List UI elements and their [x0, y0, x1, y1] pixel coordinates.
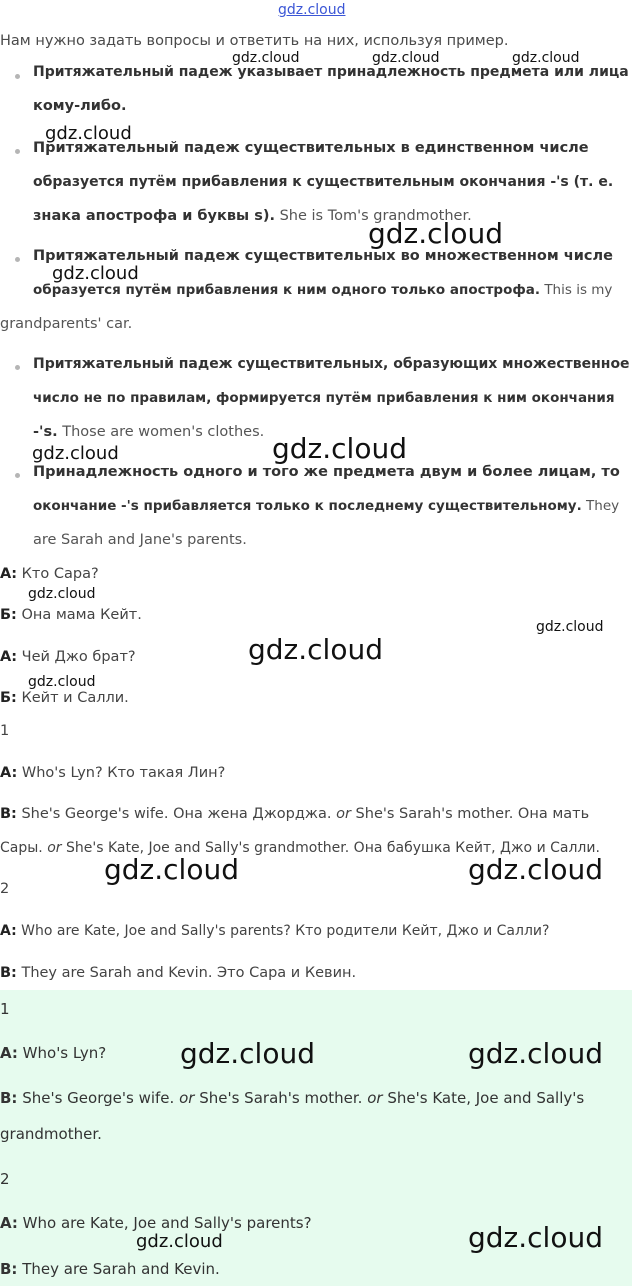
rule-line	[33, 498, 619, 514]
rule-text: -'s.	[33, 424, 58, 440]
dialog-text: Сары.	[0, 840, 43, 856]
bullet-icon	[15, 473, 20, 478]
watermark: gdz.cloud	[372, 50, 440, 66]
dialog-line	[0, 1044, 106, 1062]
dialog-line	[0, 1260, 220, 1278]
dialog-text: They are Sarah and Kevin. Это Сара и Кевин.	[21, 965, 357, 981]
answer-number: 2	[0, 1170, 10, 1188]
rule-text: знака апострофа и буквы s).	[33, 208, 275, 224]
speaker-label: А:	[0, 566, 18, 582]
dialog-text: She's Sarah's mother.	[199, 1089, 363, 1107]
dialog-text: Кто Сара?	[21, 566, 99, 582]
answer-number: 1	[0, 1000, 10, 1018]
rule-example: They	[586, 498, 620, 514]
dialog-text: She's Sarah's mother. Она мать	[355, 806, 590, 822]
speaker-label: B:	[0, 965, 17, 981]
dialog-text: Она мама Кейт.	[21, 607, 142, 623]
solution-number: 1	[0, 723, 10, 739]
speaker-label: А:	[0, 649, 18, 665]
speaker-label: A:	[0, 923, 17, 939]
site-link[interactable]: gdz.cloud	[278, 2, 346, 18]
watermark: gdz.cloud	[104, 853, 239, 886]
dialog-text: They are Sarah and Kevin.	[22, 1260, 220, 1278]
watermark: gdz.cloud	[248, 633, 383, 666]
dialog-line	[0, 566, 99, 582]
watermark: gdz.cloud	[468, 853, 603, 886]
watermark: gdz.cloud	[512, 50, 580, 66]
watermark: gdz.cloud	[28, 586, 96, 602]
watermark: gdz.cloud	[32, 443, 119, 464]
watermark: gdz.cloud	[45, 123, 132, 144]
or-word: or	[47, 840, 62, 856]
dialog-text: She's Kate, Joe and Sally's	[387, 1089, 585, 1107]
rule-text: окончание -'s прибавляется только к последнему существительному.	[33, 498, 582, 514]
rule-line: Принадлежность одного и того же предмета двум и более лицам, то	[33, 464, 620, 480]
or-word: or	[336, 806, 351, 822]
bullet-icon	[15, 149, 20, 154]
rule-line: Притяжательный падеж указывает принадлежность предмета или лица	[33, 64, 629, 80]
speaker-label: Б:	[0, 690, 17, 706]
watermark: gdz.cloud	[180, 1037, 315, 1070]
dialog-text: She's Kate, Joe and Sally's grandmother. Она бабушка Кейт, Джо и Салли.	[65, 840, 600, 856]
speaker-label: B:	[0, 1089, 18, 1107]
rule-example: She is Tom's grandmother.	[279, 208, 472, 224]
watermark: gdz.cloud	[136, 1231, 223, 1252]
dialog-line	[0, 1089, 584, 1107]
rule-text: образуется путём прибавления к ним одного только апострофа.	[33, 282, 541, 298]
watermark: gdz.cloud	[468, 1037, 603, 1070]
rule-line	[33, 424, 264, 440]
dialog-line	[0, 765, 225, 781]
rule-line: Притяжательный падеж существительных, образующих множественное	[33, 356, 630, 372]
dialog-text: Who are Kate, Joe and Sally's parents?	[22, 1214, 312, 1232]
watermark: gdz.cloud	[272, 432, 407, 465]
solution-number: 2	[0, 881, 10, 897]
dialog-line	[0, 965, 356, 981]
rule-line: кому-либо.	[33, 98, 127, 114]
dialog-line	[0, 806, 589, 822]
watermark: gdz.cloud	[536, 619, 604, 635]
dialog-line	[0, 607, 142, 623]
or-word: or	[179, 1089, 195, 1107]
speaker-label: A:	[0, 1044, 18, 1062]
dialog-line	[0, 649, 136, 665]
dialog-line	[0, 923, 549, 939]
speaker-label: B:	[0, 1260, 18, 1278]
speaker-label: B:	[0, 806, 17, 822]
rule-line: Притяжательный падеж существительных во множественном числе	[33, 248, 613, 264]
bullet-icon	[15, 365, 20, 370]
watermark: gdz.cloud	[28, 674, 96, 690]
bullet-icon	[15, 74, 20, 79]
dialog-line	[0, 1214, 312, 1232]
dialog-line	[0, 690, 129, 706]
dialog-line: grandmother.	[0, 1125, 102, 1143]
rule-example: Those are women's clothes.	[62, 424, 265, 440]
bullet-icon	[15, 257, 20, 262]
rule-line: образуется путём прибавления к существительным окончания -'s (т. е.	[33, 174, 614, 190]
rule-line: число не по правилам, формируется путём прибавления к ним окончания	[33, 390, 615, 406]
dialog-text: Who's Lyn?	[22, 1044, 107, 1062]
dialog-text: Who are Kate, Joe and Sally's parents? Кто родители Кейт, Джо и Салли?	[21, 923, 550, 939]
rule-example-cont: grandparents' car.	[0, 316, 133, 332]
dialog-text: She's George's wife. Она жена Джорджа.	[21, 806, 332, 822]
rule-line	[33, 282, 612, 298]
speaker-label: A:	[0, 765, 18, 781]
rule-line: Притяжательный падеж существительных в единственном числе	[33, 140, 589, 156]
speaker-label: Б:	[0, 607, 17, 623]
dialog-text: Who's Lyn? Кто такая Лин?	[21, 765, 226, 781]
watermark: gdz.cloud	[468, 1221, 603, 1254]
rule-example: This is my	[544, 282, 613, 298]
dialog-text: Кейт и Салли.	[21, 690, 129, 706]
watermark: gdz.cloud	[368, 217, 503, 250]
rule-example-cont: are Sarah and Jane's parents.	[33, 532, 247, 548]
dialog-text: She's George's wife.	[22, 1089, 175, 1107]
watermark: gdz.cloud	[232, 50, 300, 66]
watermark: gdz.cloud	[52, 263, 139, 284]
intro-text: Нам нужно задать вопросы и ответить на них, используя пример.	[0, 33, 509, 49]
or-word: or	[367, 1089, 383, 1107]
speaker-label: A:	[0, 1214, 18, 1232]
dialog-text: Чей Джо брат?	[21, 649, 136, 665]
